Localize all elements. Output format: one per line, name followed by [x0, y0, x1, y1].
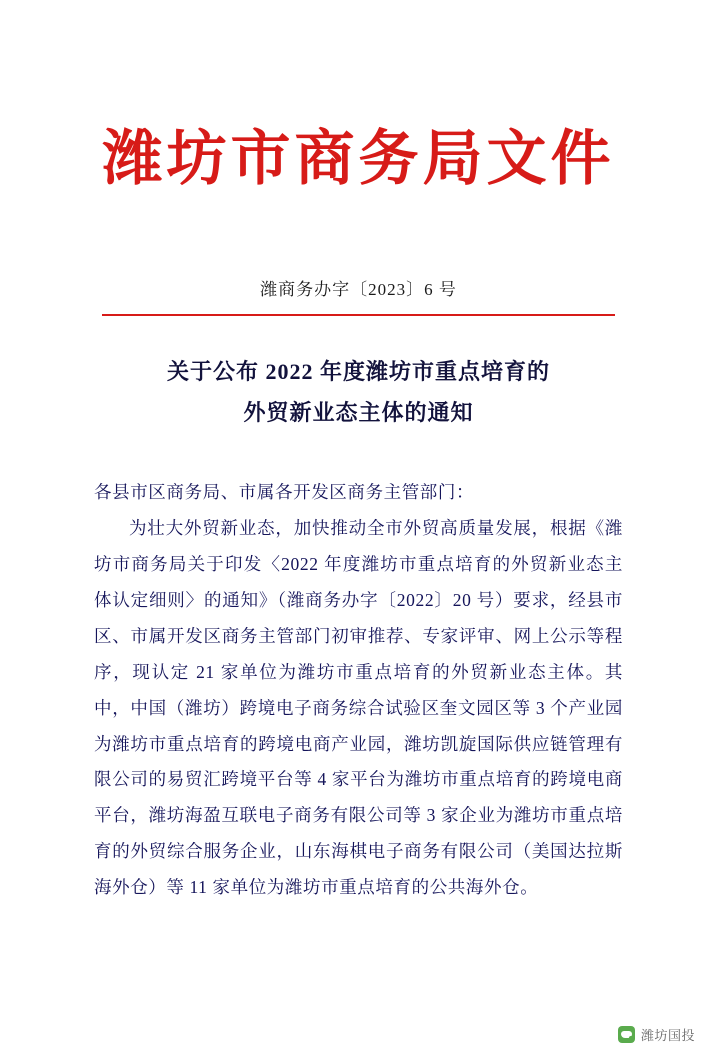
document-body [60, 475, 657, 906]
watermark-label: 潍坊国投 [640, 1028, 695, 1043]
wechat-account-icon [618, 1026, 635, 1043]
red-divider-rule [102, 314, 615, 316]
document-subject-line-1: 关于公布 2022 年度潍坊市重点培育的 [166, 359, 550, 384]
body-paragraph-1: 为壮大外贸新业态，加快推动全市外贸高质量发展，根据《潍坊市商务局关于印发〈2022 年度潍坊市重点培育的外贸新业态主体认定细则〉的通知》（潍商务办字〔2022〕20 号）要求，经县市区、市属开发区商务主管部门初审推荐、专家评审、网上公示等程序，现认定 21 家单位为潍坊市重点培育的外贸新业态主体。其中，中国（潍坊）跨境电子商务综合试验区奎文园区等 3 个产业园为潍坊市重点培育的跨境电商产业园，潍坊凯旋国际供应链管理有限公司的易贸汇跨境平台等 4 家平台为潍坊市重点培育的跨境电商平台，潍坊海盈互联电子商务有限公司等 3 家企业为潍坊市重点培育的外贸综合服务企业，山东海棋电子商务有限公司（美国达拉斯海外仓）等 11 家单位为潍坊市重点培育的公共海外仓。 [94, 518, 623, 897]
document-header-title: 潍坊市商务局文件 [102, 126, 615, 192]
document-number: 潍商务办字〔2023〕6 号 [260, 280, 457, 299]
watermark [618, 1025, 695, 1044]
salutation: 各县市区商务局、市属各开发区商务主管部门： [94, 482, 475, 503]
document-subject [60, 352, 657, 433]
document-page [0, 122, 717, 1060]
document-subject-line-2: 外贸新业态主体的通知 [243, 399, 474, 425]
